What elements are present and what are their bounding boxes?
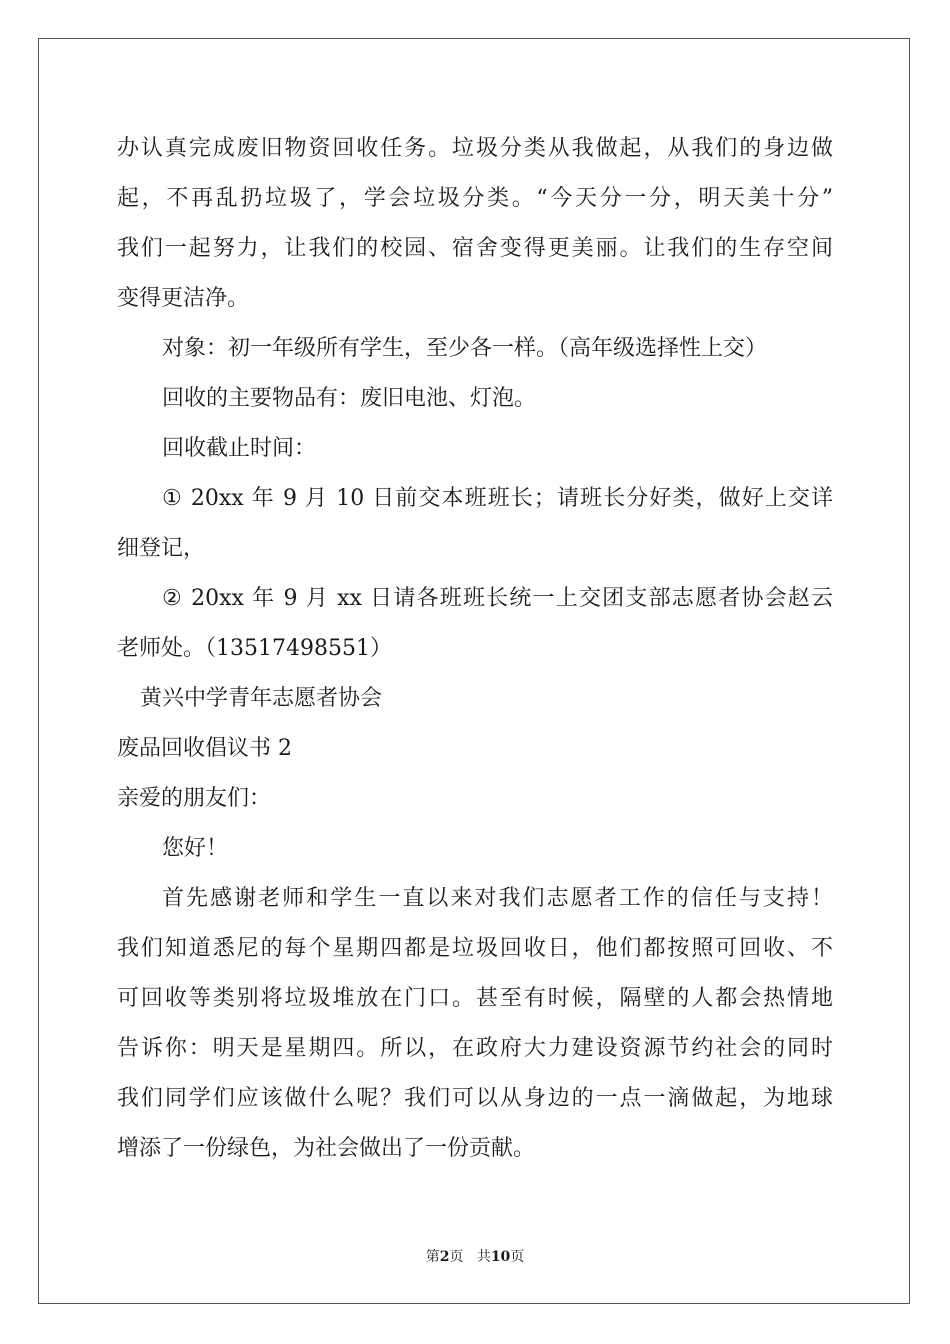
text-line-4: 变得更洁净。 — [117, 286, 250, 311]
footer-page-suffix: 页 — [449, 1249, 464, 1265]
text-line-thanks: 首先感谢老师和学生一直以来对我们志愿者工作的信任与支持！ — [162, 886, 833, 911]
page-border — [38, 38, 910, 1304]
text-line-items: 回收的主要物品有：废旧电池、灯泡。 — [162, 386, 537, 411]
text-line-deadline: 回收截止时间： — [162, 436, 317, 461]
page-footer — [0, 1247, 950, 1267]
footer-page-number: 2 — [439, 1249, 450, 1265]
salutation: 亲爱的朋友们： — [117, 786, 272, 811]
text-line-2: 起，不再乱扔垃圾了，学会垃圾分类。“今天分一分，明天美十分” — [117, 186, 833, 211]
text-line-step2: ② 20xx 年 9 月 xx 日请各班班长统一上交团支部志愿者协会赵云 — [162, 586, 833, 611]
footer-total-suffix: 页 — [510, 1249, 525, 1265]
text-line-p2-4: 我们同学们应该做什么呢？我们可以从身边的一点一滴做起，为地球 — [117, 1086, 833, 1111]
text-line-1: 办认真完成废旧物资回收任务。垃圾分类从我做起，从我们的身边做 — [117, 136, 833, 161]
text-line-3: 我们一起努力，让我们的校园、宿舍变得更美丽。让我们的生存空间 — [117, 236, 833, 261]
section-title: 废品回收倡议书 2 — [117, 736, 292, 761]
text-line-step1-cont: 细登记， — [117, 536, 206, 561]
footer-total-pages: 10 — [490, 1249, 511, 1265]
text-line-p2-1: 我们知道悉尼的每个星期四都是垃圾回收日，他们都按照可回收、不 — [117, 936, 833, 961]
text-line-p2-5: 增添了一份绿色，为社会做出了一份贡献。 — [117, 1136, 536, 1161]
footer-page-prefix: 第 — [425, 1249, 440, 1265]
text-line-step2-cont: 老师处。（13517498551） — [117, 636, 392, 661]
text-line-target: 对象：初一年级所有学生，至少各一样。（高年级选择性上交） — [162, 336, 768, 361]
text-line-p2-2: 可回收等类别将垃圾堆放在门口。甚至有时候，隔壁的人都会热情地 — [117, 986, 833, 1011]
signature-line: 黄兴中学青年志愿者协会 — [140, 686, 383, 711]
greeting: 您好！ — [162, 836, 229, 861]
text-line-p2-3: 告诉你：明天是星期四。所以，在政府大力建设资源节约社会的同时 — [117, 1036, 833, 1061]
text-line-step1: ① 20xx 年 9 月 10 日前交本班班长；请班长分好类，做好上交详 — [162, 486, 833, 511]
footer-total-prefix: 共 — [476, 1249, 491, 1265]
